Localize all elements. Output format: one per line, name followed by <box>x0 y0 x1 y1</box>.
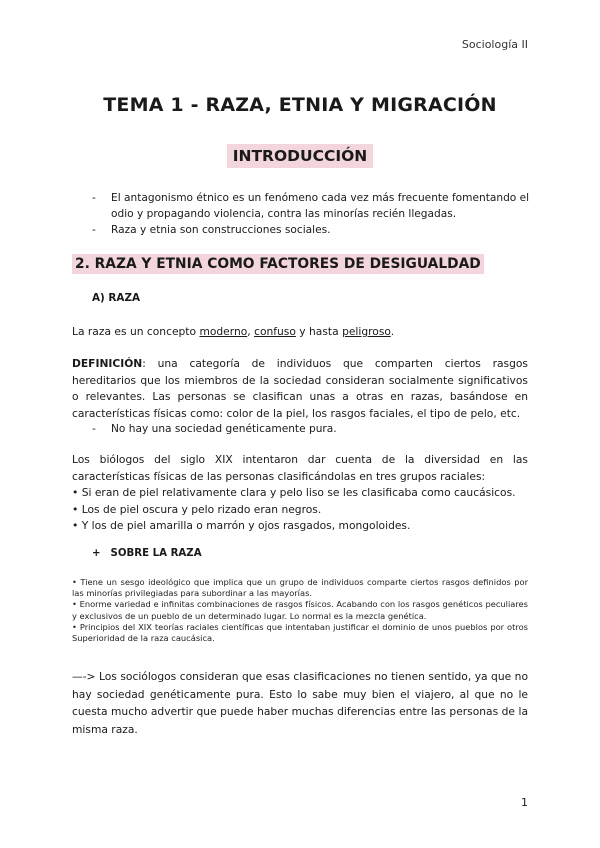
biologists-intro: Los biólogos del siglo XIX intentaron dar cuenta de la diversidad en las características físicas de las personas clasificándolas en tres grupos raciales: <box>72 453 528 483</box>
definition-label: DEFINICIÓN <box>72 357 143 370</box>
definition-text: : una categoría de individuos que comparten ciertos rasgos hereditarios que los miembros de la sociedad consideran socialmente significativos o relevantes. Las personas se clasifican unas a otras en razas, basándose en características físicas como: color de la piel, los rasgos faciales, el tipo de pelo, etc. <box>72 357 528 420</box>
concept-paragraph <box>72 324 528 341</box>
list-item: • Y los de piel amarilla o marrón y ojos rasgados, mongoloides. <box>72 519 411 532</box>
list-item: • Principios del XIX teorías raciales científicas que intentaban justificar el dominio de unos pueblos por otros Superioridad de la raza caucásica. <box>72 621 528 644</box>
definition-paragraph <box>72 356 528 422</box>
underlined-word: moderno <box>199 325 248 338</box>
underlined-word: peligroso <box>342 325 391 338</box>
page-title: TEMA 1 - RAZA, ETNIA Y MIGRACIÓN <box>103 94 497 116</box>
page-number: 1 <box>521 796 528 809</box>
sobre-list <box>72 577 528 644</box>
concept-sep: y hasta <box>295 325 343 338</box>
plus-icon: + <box>92 548 101 559</box>
list-item: • Los de piel oscura y pelo rizado eran negros. <box>72 502 322 516</box>
definition-list <box>92 421 532 437</box>
section-heading: 2. RAZA Y ETNIA COMO FACTORES DE DESIGUALDAD <box>72 254 484 274</box>
intro-list <box>92 190 532 238</box>
list-item: • Si eran de piel relativamente clara y pelo liso se les clasificaba como caucásicos. <box>72 486 516 499</box>
concept-suffix: . <box>390 325 395 338</box>
list-item: - El antagonismo étnico es un fenómeno cada vez más frecuente fomentando el odio y propagando violencia, contra las minorías recién llegadas. <box>92 190 532 222</box>
sobre-heading-text: SOBRE LA RAZA <box>110 548 202 559</box>
sobre-heading <box>92 548 202 559</box>
subsection-heading: A) RAZA <box>92 292 141 304</box>
list-item: - Raza y etnia son construcciones sociales. <box>92 222 532 238</box>
biologists-paragraph <box>72 452 528 535</box>
list-item: - No hay una sociedad genéticamente pura. <box>92 421 532 437</box>
list-item: • Enorme variedad e infinitas combinaciones de rasgos físicos. Acabando con los rasgos genéticos peculiares y exclusivos de un pueblo de un determinado lugar. Lo normal es la mezcla genética. <box>72 599 528 621</box>
concept-prefix: La raza es un concepto <box>72 325 200 338</box>
conclusion-paragraph: —-> Los sociólogos consideran que esas clasificaciones no tienen sentido, ya que no hay sociedad genéticamente pura. Esto lo sabe muy bien el viajero, al que no le cuesta mucho advertir que puede haber muchas diferencias entre las personas de la misma raza. <box>72 670 528 736</box>
list-item: • Tiene un sesgo ideológico que implica que un grupo de individuos comparte ciertos rasgos definidos por las minorías privilegiadas para subordinar a las mayorías. <box>72 577 528 599</box>
intro-heading-wrap <box>0 144 600 168</box>
underlined-word: confuso <box>254 325 296 338</box>
intro-heading: INTRODUCCIÓN <box>227 144 374 168</box>
course-header: Sociología II <box>461 38 528 51</box>
concept-sep: , <box>247 325 255 338</box>
